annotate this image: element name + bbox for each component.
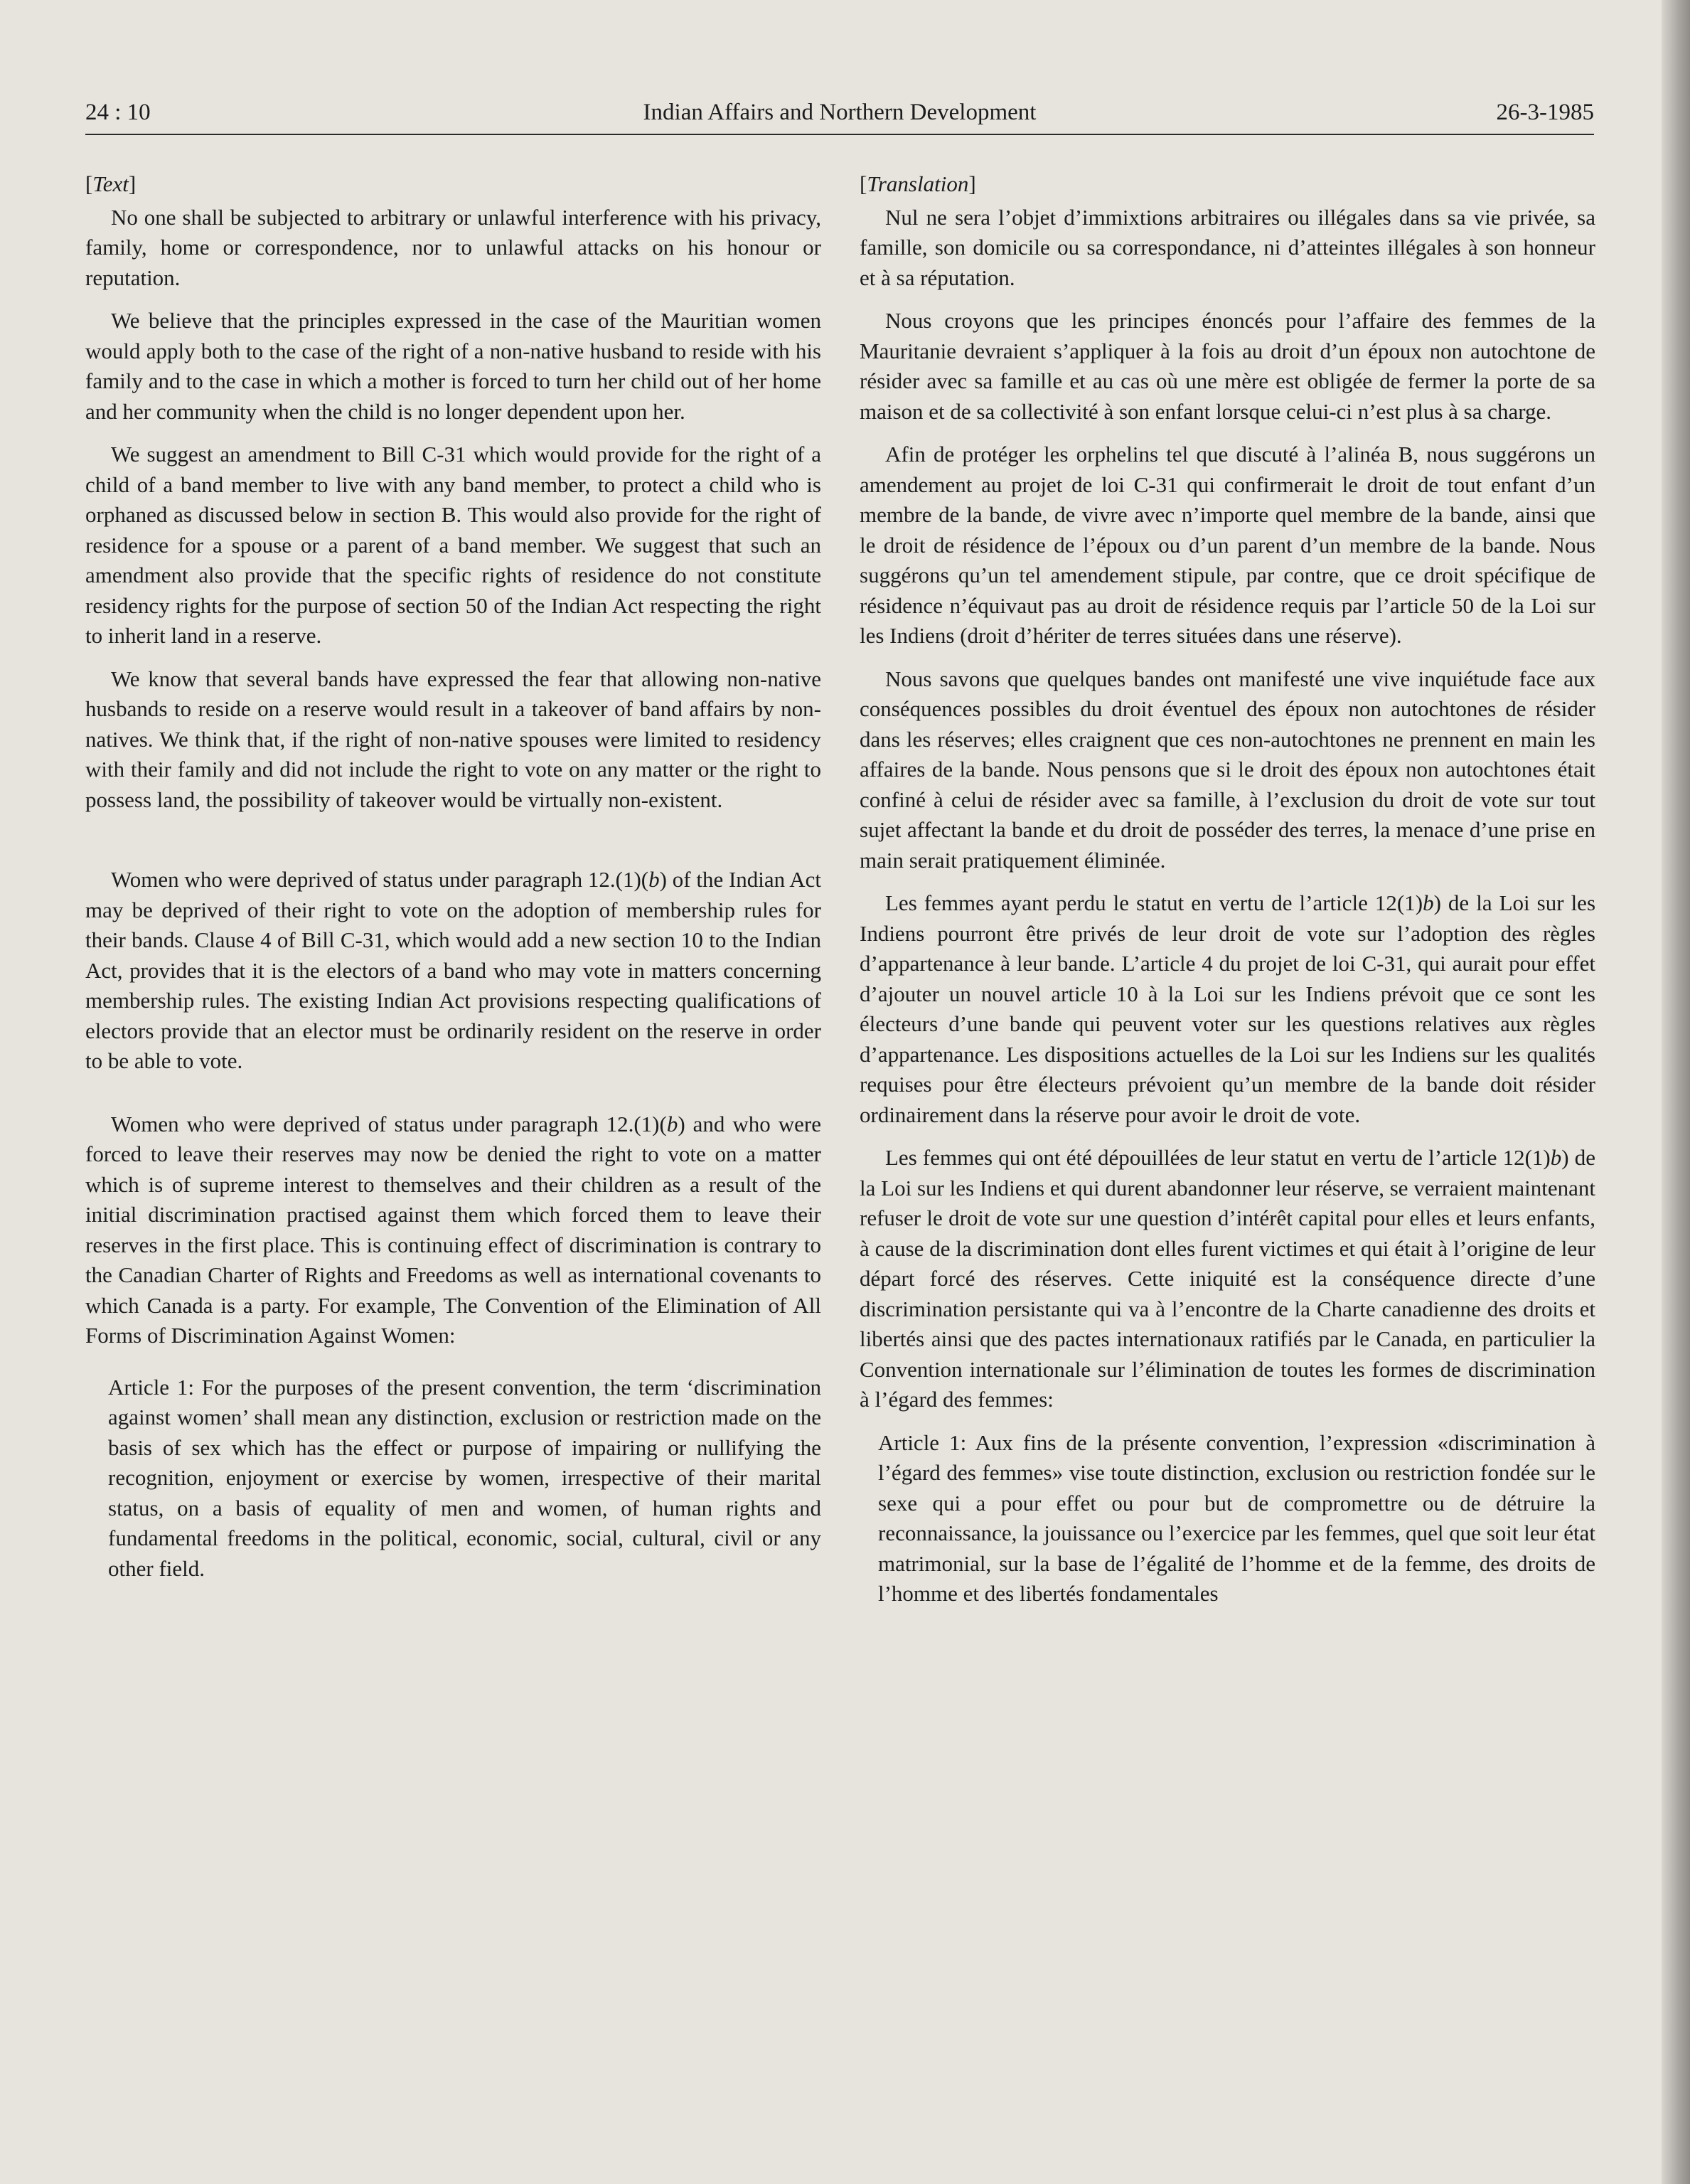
text-run: Les femmes qui ont été dépouillées de leur statut en vertu de l’article 12(1) xyxy=(885,1145,1551,1170)
french-label-text: Translation xyxy=(867,171,969,196)
text-run: ) and who were forced to leave their reserves may now be denied the right to vote on a matter which is of supreme interest to themselves and their children as a result of the initial discrimination practised against them which forced them to leave their reserves in the first place. This is continuing effect of discrimination is contrary to the Canadian Charter of Rights and Freedoms as well as international covenants to which Canada is a party. For example, The Convention of the Elimination of All Forms of Discrimination Against Women: xyxy=(85,1111,822,1348)
page-spine-shadow xyxy=(1662,0,1690,2184)
french-quote: Article 1: Aux fins de la présente convention, l’expression «discrimination à l’égard des femmes» vise toute distinction, exclusion ou restriction fondée sur le sexe qui a pour effet ou pour but de compromettre ou de détruire la reconnaissance, la jouissance ou l’exercice par les femmes, quel que soit leur état matrimonial, sur la base de l’égalité de l’homme et de la femme, des droits de l’homme et des libertés fondamentales xyxy=(878,1429,1595,1606)
text-run: ) de la Loi sur les Indiens et qui durent abandonner leur réserve, se verraient maintenant refuser le droit de vote sur une question d’intérêt capital pour elles et leurs enfants, à cause de la discrimination dont elles furent victimes et qui était à l’origine de leur départ forcé des réserves. Cette iniquité est la conséquence directe d’une discrimination persistante qui va à l’encontre de la Charte canadienne des droits et libertés ainsi que des pactes internationaux ratifiés par le Canada, en particulier la Convention internationale sur l’élimination de toutes les formes de discrimination à l’égard des femmes: xyxy=(860,1145,1596,1412)
french-paragraph: Nous savons que quelques bandes ont manifesté une vive inquiétude face aux conséquences possibles du droit éventuel des époux non autochtones de résider dans les réserves; elles craignent que ces non-autochtones ne prennent en main les affaires de la bande. Nous pensons que si le droit des époux non autochtones était confiné à celui de résider avec sa famille, à l’exclusion du droit de vote sur tout sujet affectant la bande et du droit de posséder des terres, la menace d’une prise en main serait pratiquement éliminée. xyxy=(860,666,1595,873)
text-run: Les femmes ayant perdu le statut en vertu de l’article 12(1) xyxy=(885,890,1423,915)
french-label: [Translation] xyxy=(860,171,976,196)
text-run: Women who were deprived of status under paragraph 12.(1)( xyxy=(111,1111,667,1136)
italic-run: b xyxy=(1550,1145,1562,1170)
french-paragraph xyxy=(860,888,1595,1130)
english-paragraph: We suggest an amendment to Bill C-31 which would provide for the right of a child of a band member to live with any band member, to protect a child who is orphaned as discussed below in section B. This would also provide for the right of residence for a spouse or a parent of a band member. We suggest that such an amendment also provide that the specific rights of residence do not constitute residency rights for the purpose of section 50 of the Indian Act respecting the right to inherit land in a reserve. xyxy=(85,442,821,648)
english-column xyxy=(85,169,821,1597)
italic-run: b xyxy=(666,1111,678,1136)
page-title: Indian Affairs and Northern Development xyxy=(643,100,1037,125)
english-label-text: Text xyxy=(92,171,129,196)
english-paragraph: We believe that the principles expressed in the case of the Mauritian women would apply both to the case of the right of a non-native husband to reside with his family and to the case in which a mother is forced to turn her child out of her home and her community when the child is no longer dependent upon her. xyxy=(85,308,821,424)
page-date: 26-3-1985 xyxy=(1496,100,1594,125)
english-paragraph: We know that several bands have expressed the fear that allowing non-native husbands to reside on a reserve would result in a takeover of band affairs by non-natives. We think that, if the right of non-native spouses were limited to residency with their family and did not include the right to vote on any matter or the right to possess land, the possibility of takeover would be virtually non-existent. xyxy=(85,666,821,812)
english-paragraph xyxy=(85,865,821,1077)
header-rule xyxy=(85,134,1594,135)
english-label: [Text] xyxy=(85,171,137,196)
text-run: ) de la Loi sur les Indiens pourront être privés de leur droit de vote sur l’adoption des règles d’appartenance à leur bande. L’article 4 du projet de loi C-31, qui aurait pour effet d’ajouter un nouvel article 10 à la Loi sur les Indiens prévoit que ce sont les électeurs d’une bande qui peuvent voter sur les questions relatives aux règles d’appartenance. Les dispositions actuelles de la Loi sur les Indiens sur les qualités requises pour être électeurs prévoient qu’un membre de la bande doit résider ordinairement dans la réserve pour avoir le droit de vote. xyxy=(860,890,1596,1127)
text-run: Women who were deprived of status under paragraph 12.(1)( xyxy=(111,867,649,892)
page-header xyxy=(85,100,1594,135)
french-paragraph xyxy=(860,1143,1595,1415)
french-column xyxy=(860,169,1595,1622)
italic-run: b xyxy=(648,867,660,892)
english-quote: Article 1: For the purposes of the present convention, the term ‘discrimination against women’ shall mean any distinction, exclusion or restriction made on the basis of sex which has the effect or purpose of impairing or nullifying the recognition, enjoyment or exercise by women, irrespective of their marital status, on a basis of equality of men and women, of human rights and fundamental freedoms in the political, economic, social, cultural, civil or any other field. xyxy=(108,1374,821,1581)
french-paragraph: Nous croyons que les principes énoncés pour l’affaire des femmes de la Mauritanie devraient s’appliquer à la fois au droit d’un époux non autochtone de résider avec sa famille et au cas où une mère est obligée de fermer la porte de sa maison et de sa collectivité à son enfant lorsque celui-ci n’est plus à sa charge. xyxy=(860,308,1595,424)
english-paragraph xyxy=(85,1109,821,1351)
italic-run: b xyxy=(1423,890,1434,915)
french-paragraph: Nul ne sera l’objet d’immixtions arbitraires ou illégales dans sa vie privée, sa famille, son domicile ou sa correspondance, ni d’atteintes illégales à son honneur et à sa réputation. xyxy=(860,204,1595,290)
english-paragraph: No one shall be subjected to arbitrary or unlawful interference with his privacy, family, home or correspondence, nor to unlawful attacks on his honour or reputation. xyxy=(85,204,821,290)
french-paragraph: Afin de protéger les orphelins tel que discuté à l’alinéa B, nous suggérons un amendement au projet de loi C-31 qui confirmerait le droit de tout enfant d’un membre de la bande, de vivre avec n’importe quel membre de la bande, ainsi que le droit de résidence de l’époux ou d’un parent d’un membre de la bande. Nous suggérons qu’un tel amendement stipule, par contre, que ce droit spécifique de résidence n’équivaut pas au droit de résidence requis par l’article 50 de la Loi sur les Indiens (droit d’hériter de terres situées dans une réserve). xyxy=(860,442,1595,648)
text-run: ) of the Indian Act may be deprived of their right to vote on the adoption of membership rules for their bands. Clause 4 of Bill C-31, which would add a new section 10 to the Indian Act, provides that it is the electors of a band who may vote in matters concerning membership rules. The existing Indian Act provisions respecting qualifications of electors provide that an elector must be ordinarily resident on the reserve in order to be able to vote. xyxy=(85,867,822,1073)
page-number: 24 : 10 xyxy=(85,100,151,125)
